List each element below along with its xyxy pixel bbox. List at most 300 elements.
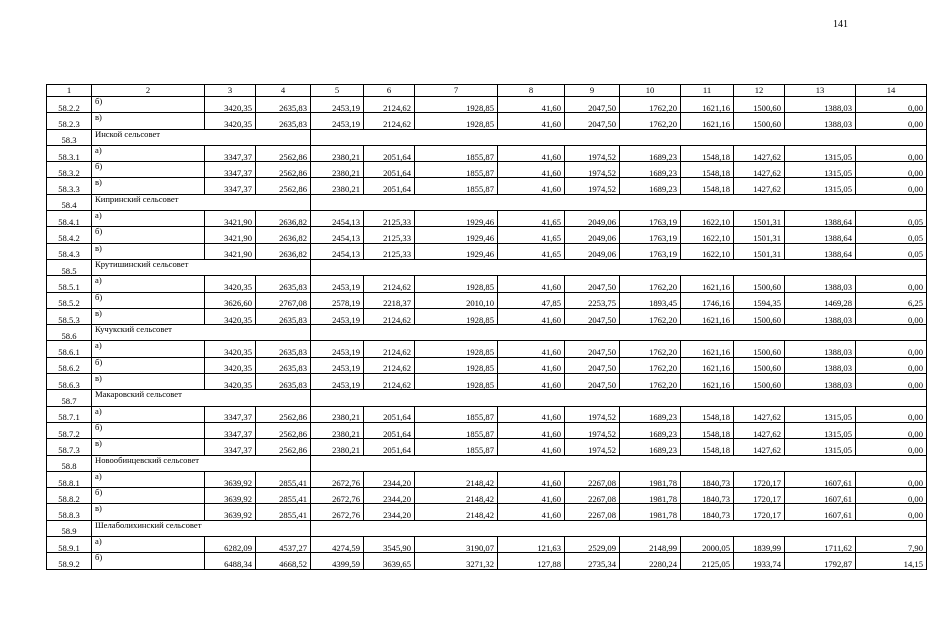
row-code: 58.4.2 [47,227,92,243]
table-cell: 1763,19 [620,211,681,227]
table-cell: 1548,18 [681,145,734,161]
table-cell: 1974,52 [565,439,620,455]
table-cell: 1315,05 [785,178,856,194]
table-cell: 2125,33 [364,227,415,243]
table-cell: 1548,18 [681,439,734,455]
row-code: 58.4.1 [47,211,92,227]
table-cell: 14,15 [856,553,927,569]
table-cell: 1622,10 [681,243,734,259]
section-row [47,520,927,536]
table-cell: 1388,03 [785,374,856,390]
table-cell: 2051,64 [364,145,415,161]
table-cell: 1621,16 [681,341,734,357]
table-cell: 2125,33 [364,243,415,259]
table-cell: 0,00 [856,145,927,161]
table-cell: 1928,85 [415,374,498,390]
table-cell: 1388,03 [785,308,856,324]
row-variant: б) [92,292,205,308]
table-cell: 6282,09 [205,537,256,553]
table-cell: 0,00 [856,488,927,504]
table-cell: 41,60 [498,422,565,438]
table-cell: 1594,35 [734,292,785,308]
section-row [47,325,927,341]
table-cell: 2562,86 [256,406,311,422]
table-cell: 1839,99 [734,537,785,553]
table-cell: 1622,10 [681,211,734,227]
table-cell: 0,00 [856,178,927,194]
section-row [47,259,927,275]
table-cell: 3421,90 [205,243,256,259]
table-cell: 0,00 [856,374,927,390]
table-row [47,471,927,487]
table-cell: 2218,37 [364,292,415,308]
table-cell: 0,00 [856,113,927,129]
table-cell: 2047,50 [565,308,620,324]
table-cell: 1855,87 [415,422,498,438]
table-cell: 1689,23 [620,145,681,161]
table-cell: 41,60 [498,406,565,422]
row-code: 58.4.3 [47,243,92,259]
table-cell: 1500,60 [734,374,785,390]
table-cell: 1762,20 [620,341,681,357]
table-cell: 0,00 [856,341,927,357]
table-cell: 41,60 [498,357,565,373]
table-cell: 1548,18 [681,422,734,438]
table-row [47,162,927,178]
table-cell: 2672,76 [311,504,364,520]
table-cell: 1720,17 [734,504,785,520]
table-cell: 1689,23 [620,422,681,438]
table-cell: 41,65 [498,211,565,227]
row-code: 58.8.2 [47,488,92,504]
column-header: 7 [415,85,498,97]
table-cell: 7,90 [856,537,927,553]
table-cell: 1388,03 [785,341,856,357]
row-variant: в) [92,113,205,129]
table-cell: 1388,03 [785,113,856,129]
table-cell: 2578,19 [311,292,364,308]
table-cell: 2047,50 [565,113,620,129]
section-title: Макаровский сельсовет [92,390,311,406]
table-cell: 1840,73 [681,471,734,487]
row-variant: а) [92,145,205,161]
table-cell: 0,00 [856,471,927,487]
table-cell: 0,05 [856,227,927,243]
table-cell: 41,60 [498,97,565,113]
table-cell: 2453,19 [311,374,364,390]
table-cell: 1855,87 [415,162,498,178]
table-cell: 41,60 [498,308,565,324]
table-cell: 2636,82 [256,243,311,259]
table-cell: 41,60 [498,471,565,487]
table-cell: 4668,52 [256,553,311,569]
table-cell: 1762,20 [620,308,681,324]
table-cell: 2124,62 [364,341,415,357]
table-cell: 1689,23 [620,439,681,455]
row-variant: а) [92,276,205,292]
table-cell: 1974,52 [565,178,620,194]
table-cell: 2454,13 [311,243,364,259]
table-cell: 2047,50 [565,276,620,292]
table-cell: 2148,42 [415,471,498,487]
table-cell: 2267,08 [565,504,620,520]
table-cell: 2124,62 [364,357,415,373]
table-cell: 1855,87 [415,406,498,422]
table-cell: 41,60 [498,145,565,161]
table-cell: 1427,62 [734,162,785,178]
table-cell: 1427,62 [734,145,785,161]
table-row [47,406,927,422]
table-cell: 3420,35 [205,276,256,292]
table-cell: 2562,86 [256,162,311,178]
table-row [47,308,927,324]
row-code: 58.7.2 [47,422,92,438]
table-cell: 1500,60 [734,276,785,292]
table-cell: 3347,37 [205,162,256,178]
table-cell: 1974,52 [565,162,620,178]
table-cell: 1500,60 [734,308,785,324]
column-header: 8 [498,85,565,97]
column-header: 10 [620,85,681,97]
row-variant: в) [92,308,205,324]
column-header: 13 [785,85,856,97]
table-cell: 3347,37 [205,422,256,438]
row-code: 58.9.1 [47,537,92,553]
column-header: 11 [681,85,734,97]
section-code: 58.9 [47,520,92,536]
table-cell: 2767,08 [256,292,311,308]
table-cell: 41,60 [498,276,565,292]
page-number: 141 [833,19,848,30]
table-cell: 1855,87 [415,439,498,455]
table-cell: 1500,60 [734,357,785,373]
table-cell: 0,00 [856,504,927,520]
row-variant: а) [92,341,205,357]
table-cell: 1548,18 [681,162,734,178]
table-cell: 2453,19 [311,357,364,373]
table-cell: 41,60 [498,488,565,504]
column-header: 9 [565,85,620,97]
table-row [47,178,927,194]
row-code: 58.3.1 [47,145,92,161]
section-code: 58.6 [47,325,92,341]
table-cell: 2635,83 [256,276,311,292]
row-variant: в) [92,439,205,455]
table-cell: 1762,20 [620,113,681,129]
table-cell: 127,88 [498,553,565,569]
table-cell: 0,00 [856,357,927,373]
column-header: 5 [311,85,364,97]
table-cell: 2051,64 [364,439,415,455]
table-cell: 0,00 [856,97,927,113]
table-header-row [47,85,927,97]
table-cell: 3639,92 [205,488,256,504]
table-cell: 1840,73 [681,504,734,520]
table-cell: 2635,83 [256,308,311,324]
table-cell: 1621,16 [681,308,734,324]
table-cell: 2855,41 [256,488,311,504]
table-cell: 4399,59 [311,553,364,569]
section-row [47,390,927,406]
section-code: 58.5 [47,259,92,275]
table-cell: 2047,50 [565,374,620,390]
table-cell: 1315,05 [785,406,856,422]
row-variant: б) [92,357,205,373]
table-cell: 1929,46 [415,227,498,243]
table-cell: 3347,37 [205,406,256,422]
table-cell: 2453,19 [311,276,364,292]
table-cell: 1974,52 [565,145,620,161]
table-cell: 1315,05 [785,162,856,178]
data-table [46,84,927,570]
table-cell: 2267,08 [565,471,620,487]
table-cell: 1427,62 [734,439,785,455]
section-fill [311,129,927,145]
row-variant: в) [92,374,205,390]
table-cell: 1720,17 [734,488,785,504]
section-code: 58.3 [47,129,92,145]
table-cell: 1762,20 [620,276,681,292]
row-variant: а) [92,406,205,422]
table-cell: 1501,31 [734,211,785,227]
row-code: 58.2.2 [47,97,92,113]
table-cell: 2453,19 [311,97,364,113]
table-cell: 3420,35 [205,374,256,390]
section-fill [311,194,927,210]
table-cell: 2454,13 [311,211,364,227]
column-header: 4 [256,85,311,97]
table-row [47,488,927,504]
section-title: Крутишинский сельсовет [92,259,311,275]
table-cell: 3626,60 [205,292,256,308]
table-cell: 1500,60 [734,97,785,113]
table-cell: 2051,64 [364,162,415,178]
row-variant: а) [92,537,205,553]
column-header: 2 [92,85,205,97]
table-cell: 2047,50 [565,97,620,113]
table-cell: 41,60 [498,374,565,390]
row-variant: б) [92,227,205,243]
table-cell: 1607,61 [785,488,856,504]
table-cell: 2049,06 [565,211,620,227]
table-cell: 1981,78 [620,504,681,520]
table-cell: 1689,23 [620,162,681,178]
table-row [47,341,927,357]
table-cell: 2148,42 [415,504,498,520]
table-cell: 1388,03 [785,357,856,373]
table-cell: 1762,20 [620,357,681,373]
table-cell: 0,05 [856,211,927,227]
table-cell: 2635,83 [256,357,311,373]
row-code: 58.6.1 [47,341,92,357]
row-variant: б) [92,97,205,113]
table-row [47,422,927,438]
table-cell: 3420,35 [205,308,256,324]
table-cell: 1315,05 [785,145,856,161]
table-cell: 1928,85 [415,341,498,357]
row-code: 58.5.3 [47,308,92,324]
section-row [47,129,927,145]
table-row [47,145,927,161]
table-cell: 2253,75 [565,292,620,308]
section-title: Кипринский сельсовет [92,194,311,210]
section-row [47,194,927,210]
section-code: 58.7 [47,390,92,406]
table-cell: 1427,62 [734,178,785,194]
table-cell: 1928,85 [415,357,498,373]
table-cell: 2635,83 [256,97,311,113]
table-cell: 2380,21 [311,422,364,438]
table-cell: 3545,90 [364,537,415,553]
section-row [47,455,927,471]
table-cell: 2051,64 [364,422,415,438]
table-cell: 1621,16 [681,276,734,292]
table-row [47,292,927,308]
table-row [47,211,927,227]
table-cell: 2125,33 [364,211,415,227]
table-cell: 2344,20 [364,488,415,504]
table-cell: 2562,86 [256,178,311,194]
table-cell: 1388,64 [785,211,856,227]
table-cell: 1427,62 [734,406,785,422]
table-cell: 2454,13 [311,227,364,243]
table-cell: 2380,21 [311,162,364,178]
table-cell: 1689,23 [620,178,681,194]
row-variant: в) [92,504,205,520]
row-code: 58.6.2 [47,357,92,373]
table-cell: 2344,20 [364,504,415,520]
table-cell: 2124,62 [364,374,415,390]
table-cell: 47,85 [498,292,565,308]
row-variant: б) [92,488,205,504]
table-cell: 2124,62 [364,308,415,324]
row-code: 58.2.3 [47,113,92,129]
column-header: 14 [856,85,927,97]
table-cell: 2000,05 [681,537,734,553]
table-cell: 0,00 [856,162,927,178]
row-code: 58.5.1 [47,276,92,292]
section-fill [311,390,927,406]
table-cell: 1500,60 [734,341,785,357]
table-row [47,537,927,553]
section-title: Инской сельсовет [92,129,311,145]
table-cell: 1388,64 [785,243,856,259]
table-cell: 1388,03 [785,97,856,113]
table-cell: 2344,20 [364,471,415,487]
table-cell: 1746,16 [681,292,734,308]
table-row [47,227,927,243]
table-cell: 6,25 [856,292,927,308]
table-cell: 41,60 [498,341,565,357]
table-cell: 1933,74 [734,553,785,569]
column-header: 3 [205,85,256,97]
table-cell: 1974,52 [565,406,620,422]
table-cell: 1501,31 [734,243,785,259]
column-header: 12 [734,85,785,97]
table-cell: 2635,83 [256,113,311,129]
table-cell: 0,00 [856,276,927,292]
table-cell: 2636,82 [256,227,311,243]
table-row [47,374,927,390]
table-cell: 1621,16 [681,374,734,390]
table-cell: 1621,16 [681,97,734,113]
table-cell: 3347,37 [205,178,256,194]
table-cell: 1855,87 [415,145,498,161]
section-code: 58.4 [47,194,92,210]
table-cell: 2051,64 [364,406,415,422]
table-cell: 0,00 [856,422,927,438]
row-code: 58.5.2 [47,292,92,308]
section-title: Шелаболихинский сельсовет [92,520,311,536]
table-cell: 2562,86 [256,422,311,438]
table-row [47,504,927,520]
table-cell: 41,60 [498,113,565,129]
table-cell: 2280,24 [620,553,681,569]
table-cell: 3639,92 [205,504,256,520]
table-cell: 1981,78 [620,488,681,504]
table-cell: 41,65 [498,227,565,243]
table-cell: 4537,27 [256,537,311,553]
table-cell: 2672,76 [311,471,364,487]
table-row [47,113,927,129]
table-row [47,276,927,292]
table-cell: 2380,21 [311,406,364,422]
table-cell: 2124,62 [364,97,415,113]
column-header: 1 [47,85,92,97]
table-row [47,97,927,113]
table-cell: 3190,07 [415,537,498,553]
table-cell: 3639,92 [205,471,256,487]
table-cell: 2124,62 [364,276,415,292]
table-cell: 1893,45 [620,292,681,308]
table-cell: 2635,83 [256,341,311,357]
table-cell: 1855,87 [415,178,498,194]
table-cell: 2380,21 [311,145,364,161]
table-row [47,243,927,259]
table-cell: 121,63 [498,537,565,553]
table-cell: 2049,06 [565,227,620,243]
table-cell: 3420,35 [205,113,256,129]
section-title: Новообинцевский сельсовет [92,455,311,471]
table-cell: 1840,73 [681,488,734,504]
table-cell: 2047,50 [565,341,620,357]
table-row [47,357,927,373]
section-fill [311,325,927,341]
table-cell: 3347,37 [205,439,256,455]
row-code: 58.7.3 [47,439,92,455]
table-cell: 2049,06 [565,243,620,259]
row-variant: б) [92,422,205,438]
table-cell: 1720,17 [734,471,785,487]
table-cell: 1711,62 [785,537,856,553]
table-cell: 2562,86 [256,439,311,455]
table-cell: 1928,85 [415,308,498,324]
table-cell: 0,05 [856,243,927,259]
table-cell: 1928,85 [415,113,498,129]
table-cell: 1792,87 [785,553,856,569]
table-cell: 3421,90 [205,227,256,243]
section-fill [311,520,927,536]
table-cell: 2453,19 [311,113,364,129]
table-cell: 2380,21 [311,178,364,194]
table-cell: 1388,03 [785,276,856,292]
table-cell: 0,00 [856,308,927,324]
table-cell: 1607,61 [785,504,856,520]
section-title: Кучукский сельсовет [92,325,311,341]
table-cell: 41,60 [498,178,565,194]
table-row [47,553,927,569]
table-cell: 0,00 [856,406,927,422]
